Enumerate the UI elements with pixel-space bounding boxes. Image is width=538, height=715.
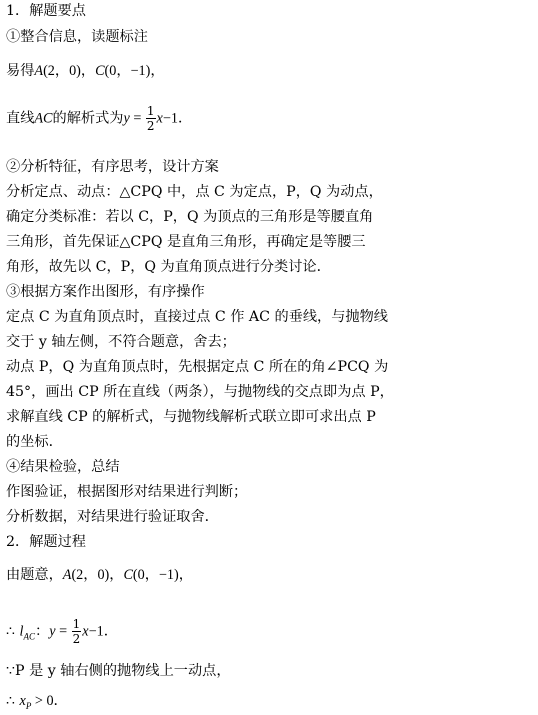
step-3-line-1: 定点 C 为直角顶点时，直接过点 C 作 AC 的垂线，与抛物线 bbox=[6, 309, 388, 325]
section-2-line-1: 由题意，A(2，0)，C(0，−1)， bbox=[6, 567, 193, 583]
section-2-line-2: ∴ $l_{AC}$：y = $\frac{1}{2}$ x−1． bbox=[6, 617, 118, 646]
step-3-title: ③根据方案作出图形，有序操作 bbox=[6, 284, 205, 300]
step-1-line-2: 直线AC的解析式为y = $\frac{1}{2}$ x−1． bbox=[6, 104, 193, 133]
step-3-line-3: 动点 P，Q 为直角顶点时，先根据定点 C 所在的角∠PCQ 为 bbox=[6, 359, 389, 375]
step-2-line-2: 确定分类标准：若以 C，P，Q 为顶点的三角形是等腰直角 bbox=[6, 209, 374, 225]
step-1-title: ①整合信息，读题标注 bbox=[6, 29, 148, 45]
step-2-title: ②分析特征，有序思考，设计方案 bbox=[6, 159, 219, 175]
section-2-heading: 2．解题过程 bbox=[6, 534, 86, 550]
section-1-heading: 1．解题要点 bbox=[6, 3, 86, 19]
step-2-line-3: 三角形，首先保证△CPQ 是直角三角形，再确定是等腰三 bbox=[6, 234, 366, 250]
step-2-line-1: 分析定点、动点：△CPQ 中，点 C 为定点，P，Q 为动点， bbox=[6, 184, 383, 200]
fraction-one-half: $\frac{1}{2}$ bbox=[146, 104, 155, 133]
step-4-title: ④结果检验，总结 bbox=[6, 459, 120, 475]
step-3-line-2: 交于 y 轴左侧，不符合题意，舍去； bbox=[6, 334, 236, 350]
fraction-one-half: $\frac{1}{2}$ bbox=[72, 617, 81, 646]
section-2-line-4: ∴ $x_P > 0$． bbox=[6, 693, 68, 711]
step-4-line-1: 作图验证，根据图形对结果进行判断； bbox=[6, 484, 248, 500]
step-3-line-4: 45°，画出 CP 所在直线（两条），与抛物线的交点即为点 P， bbox=[6, 384, 394, 400]
step-1-line-1: 易得A(2，0)，C(0，−1)， bbox=[6, 63, 165, 79]
step-3-line-5: 求解直线 CP 的解析式，与抛物线解析式联立即可求出点 P bbox=[6, 409, 376, 425]
step-4-line-2: 分析数据，对结果进行验证取舍． bbox=[6, 509, 219, 525]
section-2-line-3: ∵P 是 y 轴右侧的抛物线上一动点， bbox=[6, 663, 231, 679]
step-2-line-4: 角形，故先以 C，P，Q 为直角顶点进行分类讨论． bbox=[6, 259, 331, 275]
step-3-line-6: 的坐标． bbox=[6, 434, 63, 450]
